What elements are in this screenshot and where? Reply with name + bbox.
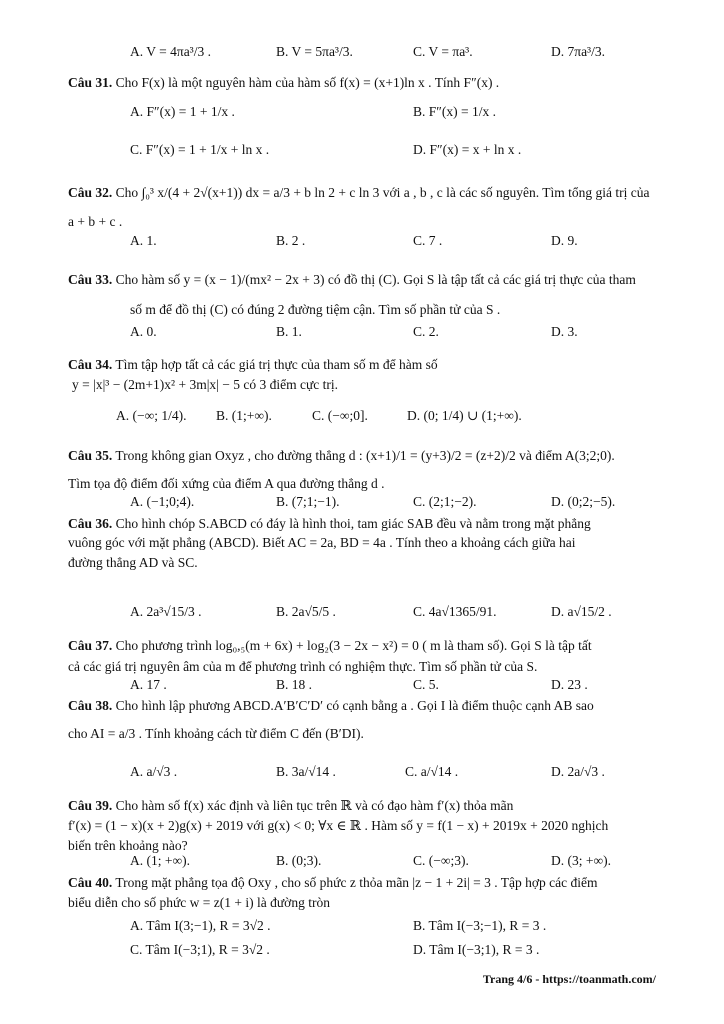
question-32 — [68, 185, 649, 202]
q38-option-a: A. a/√3 . — [130, 764, 178, 779]
q32-option-b: B. 2 . — [276, 233, 306, 248]
q31-option-c: C. F″(x) = 1 + 1/x + ln x . — [130, 142, 270, 157]
q38-option-b: B. 3a/√14 . — [276, 764, 336, 779]
q35-option-d: D. (0;2;−5). — [551, 494, 616, 509]
q38-option-c: C. a/√14 . — [405, 764, 459, 779]
q40-option-a: A. Tâm I(3;−1), R = 3√2 . — [130, 918, 271, 933]
q40-option-d: D. Tâm I(−3;1), R = 3 . — [413, 942, 540, 957]
question-35 — [68, 448, 615, 465]
question-35-line2: Tìm tọa độ điểm đối xứng của điểm A qua đường thẳng d . — [68, 476, 385, 491]
q36-option-d: D. a√15/2 . — [551, 604, 612, 619]
q36-option-b: B. 2a√5/5 . — [276, 604, 336, 619]
q36-option-a: A. 2a³√15/3 . — [130, 604, 202, 619]
question-text: Cho ∫₀³ x/(4 + 2√(x+1)) dx = a/3 + b ln 2 + c ln 3 với a , b , c là các số nguyên. Tìm tổng giá trị của — [115, 185, 650, 200]
question-text: Cho F(x) là một nguyên hàm của hàm số f(x) = (x+1)ln x . Tính F″(x) . — [115, 75, 500, 90]
question-label: Câu 36. — [68, 516, 113, 531]
q38-option-d: D. 2a/√3 . — [551, 764, 605, 779]
q33-option-d: D. 3. — [551, 324, 578, 339]
q34-option-c: C. (−∞;0]. — [312, 408, 368, 423]
question-text: Cho hình chóp S.ABCD có đáy là hình thoi, tam giác SAB đều và nằm trong mặt phẳng — [115, 516, 591, 531]
q31-option-a: A. F″(x) = 1 + 1/x . — [130, 104, 235, 119]
q30-option-b: B. V = 5πa³/3. — [276, 44, 353, 59]
question-36-line3: đường thẳng AD và SC. — [68, 555, 198, 570]
q40-option-b: B. Tâm I(−3;−1), R = 3 . — [413, 918, 547, 933]
question-label: Câu 31. — [68, 75, 113, 90]
q30-option-a: A. V = 4πa³/3 . — [130, 44, 211, 59]
q31-option-b: B. F″(x) = 1/x . — [413, 104, 496, 119]
question-label: Câu 34. — [68, 357, 113, 372]
question-40-line2: biểu diễn cho số phức w = z(1 + i) là đường tròn — [68, 895, 330, 910]
question-text: Cho phương trình log₀,₅(m + 6x) + log₂(3 − 2x − x²) = 0 ( m là tham số). Gọi S là tập tất — [115, 638, 592, 653]
q37-option-a: A. 17 . — [130, 677, 167, 692]
question-text: Cho hình lập phương ABCD.A′B′C′D′ có cạnh bằng a . Gọi I là điểm thuộc cạnh AB sao — [115, 698, 594, 713]
question-label: Câu 39. — [68, 798, 113, 813]
question-label: Câu 38. — [68, 698, 113, 713]
question-34-line2: y = |x|³ − (2m+1)x² + 3m|x| − 5 có 3 điểm cực trị. — [72, 377, 338, 392]
q33-option-a: A. 0. — [130, 324, 157, 339]
q36-option-c: C. 4a√1365/91. — [413, 604, 497, 619]
question-label: Câu 33. — [68, 272, 113, 287]
question-37 — [68, 638, 592, 655]
question-label: Câu 40. — [68, 875, 113, 890]
q31-option-d: D. F″(x) = x + ln x . — [413, 142, 522, 157]
q33-option-b: B. 1. — [276, 324, 302, 339]
question-33-line2: số m để đồ thị (C) có đúng 2 đường tiệm cận. Tìm số phần tử của S . — [130, 302, 501, 317]
q35-option-a: A. (−1;0;4). — [130, 494, 195, 509]
question-text: Cho hàm số f(x) xác định và liên tục trên ℝ và có đạo hàm f′(x) thỏa mãn — [115, 798, 514, 813]
question-label: Câu 35. — [68, 448, 113, 463]
q33-option-c: C. 2. — [413, 324, 439, 339]
q32-option-a: A. 1. — [130, 233, 157, 248]
question-text: Trong mặt phẳng tọa độ Oxy , cho số phức z thỏa mãn |z − 1 + 2i| = 3 . Tập hợp các điểm — [115, 875, 598, 890]
q39-option-d: D. (3; +∞). — [551, 853, 611, 868]
q39-option-b: B. (0;3). — [276, 853, 322, 868]
question-36 — [68, 516, 591, 533]
question-37-line2: cả các giá trị nguyên âm của m để phương trình có nghiệm thực. Tìm số phần tử của S. — [68, 659, 538, 674]
q30-option-d: D. 7πa³/3. — [551, 44, 605, 59]
question-text: Trong không gian Oxyz , cho đường thẳng d : (x+1)/1 = (y+3)/2 = (z+2)/2 và điểm A(3;2;0). — [115, 448, 615, 463]
q34-option-a: A. (−∞; 1/4). — [116, 408, 187, 423]
question-38-line2: cho AI = a/3 . Tính khoảng cách từ điểm C đến (B′DI). — [68, 726, 364, 741]
question-39-line2: f′(x) = (1 − x)(x + 2)g(x) + 2019 với g(x) < 0; ∀x ∈ ℝ . Hàm số y = f(1 − x) + 2019x + 2020 nghịch — [68, 818, 609, 833]
q34-option-d: D. (0; 1/4) ∪ (1;+∞). — [407, 408, 522, 423]
question-label: Câu 32. — [68, 185, 113, 200]
q32-option-d: D. 9. — [551, 233, 578, 248]
page-footer: Trang 4/6 - https://toanmath.com/ — [482, 972, 656, 986]
question-33 — [68, 272, 636, 289]
question-40 — [68, 875, 598, 892]
question-31 — [68, 75, 499, 92]
q39-option-c: C. (−∞;3). — [413, 853, 469, 868]
q37-option-d: D. 23 . — [551, 677, 588, 692]
question-39-line3: biến trên khoảng nào? — [68, 838, 188, 853]
question-label: Câu 37. — [68, 638, 113, 653]
question-text: Tìm tập hợp tất cả các giá trị thực của tham số m để hàm số — [115, 357, 438, 372]
question-38 — [68, 698, 594, 715]
q40-option-c: C. Tâm I(−3;1), R = 3√2 . — [130, 942, 270, 957]
q32-option-c: C. 7 . — [413, 233, 443, 248]
q35-option-c: C. (2;1;−2). — [413, 494, 477, 509]
q39-option-a: A. (1; +∞). — [130, 853, 190, 868]
question-text: Cho hàm số y = (x − 1)/(mx² − 2x + 3) có đồ thị (C). Gọi S là tập tất cả các giá trị thực của tham — [115, 272, 636, 287]
q35-option-b: B. (7;1;−1). — [276, 494, 340, 509]
question-39 — [68, 798, 513, 815]
question-34 — [68, 357, 438, 374]
q37-option-b: B. 18 . — [276, 677, 313, 692]
q37-option-c: C. 5. — [413, 677, 439, 692]
q30-option-c: C. V = πa³. — [413, 44, 473, 59]
q34-option-b: B. (1;+∞). — [216, 408, 272, 423]
question-36-line2: vuông góc với mặt phẳng (ABCD). Biết AC = 2a, BD = 4a . Tính theo a khoảng cách giữa hai — [68, 535, 576, 550]
question-32-line2: a + b + c . — [68, 214, 123, 229]
